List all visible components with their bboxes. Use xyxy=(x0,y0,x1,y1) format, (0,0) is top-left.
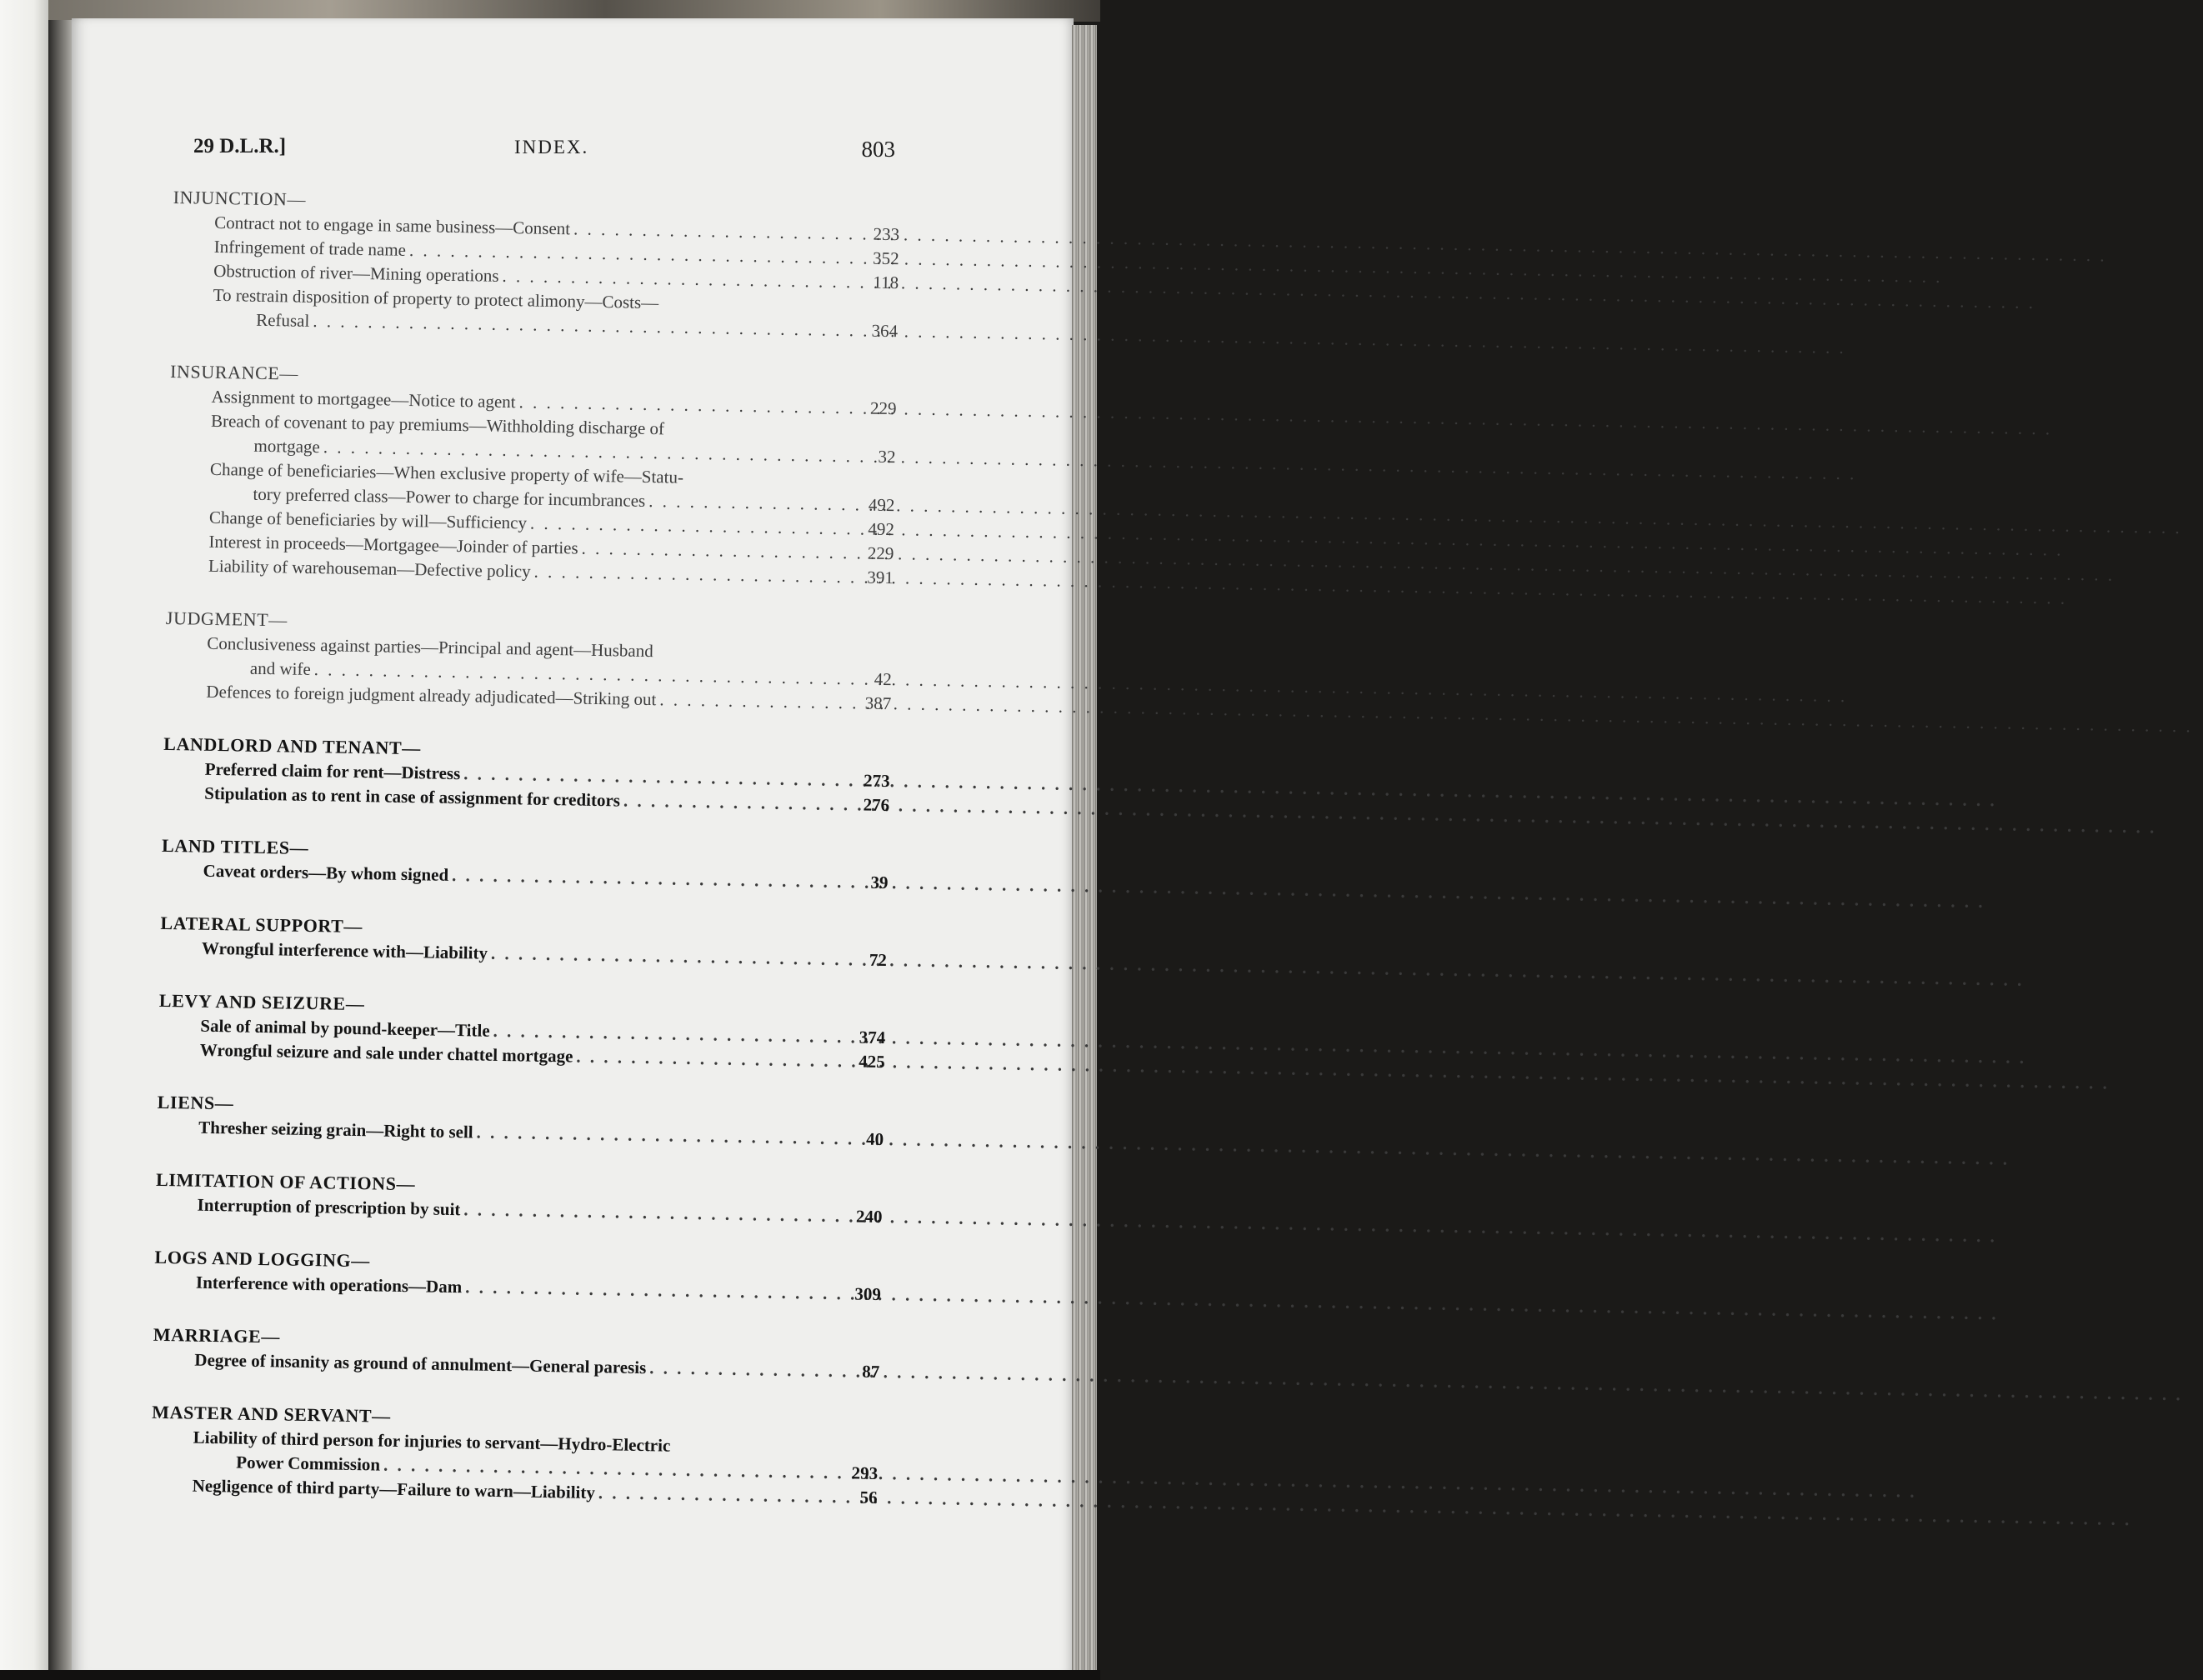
entry-text: Degree of insanity as ground of annulment—General paresis xyxy=(194,1349,647,1378)
dot-leader xyxy=(491,942,844,972)
entry-text: Liability of third person for injuries to servant—Hydro-Electric xyxy=(193,1427,671,1456)
dot-leader xyxy=(623,789,847,818)
entry-text: mortgage xyxy=(253,435,321,458)
entry-text: and wife xyxy=(249,658,311,679)
section-heading: MASTER AND SERVANT— xyxy=(152,1401,391,1427)
entry-page-number: 233 xyxy=(873,223,900,245)
scanned-page xyxy=(0,0,1100,1680)
entry-text: Defences to foreign judgment already adjudicated—Striking out xyxy=(206,681,657,710)
entry-text: Interference with operations—Dam xyxy=(195,1272,463,1298)
entry-page-number: 364 xyxy=(871,320,899,342)
section-heading: LANDLORD AND TENANT— xyxy=(163,732,422,759)
entry-text: Change of beneficiaries by will—Sufficiency xyxy=(208,507,528,533)
entry-page-number: 240 xyxy=(855,1206,883,1228)
running-title: INDEX. xyxy=(514,137,589,158)
section-heading: LIENS— xyxy=(157,1091,234,1114)
index-entries xyxy=(150,185,900,1538)
section-heading: JUDGMENT— xyxy=(165,607,288,631)
entry-page-number: 229 xyxy=(867,542,894,564)
entry-page-number: 56 xyxy=(859,1487,878,1508)
dot-leader xyxy=(649,1356,837,1383)
entry-text: Refusal xyxy=(255,309,310,331)
entry-text: Assignment to mortgagee—Notice to agent xyxy=(211,386,516,412)
entry-page-number: 39 xyxy=(870,872,889,893)
entry-text: Interest in proceeds—Mortgagee—Joinder of parties xyxy=(208,531,578,558)
section-heading: INSURANCE— xyxy=(169,360,299,384)
entry-page-number: 425 xyxy=(859,1051,885,1072)
entry-page-number: 273 xyxy=(863,770,890,792)
index-section xyxy=(171,185,900,343)
index-section xyxy=(154,1245,882,1307)
index-section xyxy=(167,359,897,590)
entry-page-number: 374 xyxy=(859,1027,886,1048)
entry-text: Stipulation as to rent in case of assignment for creditors xyxy=(204,782,621,811)
entry-page-number: 118 xyxy=(873,272,899,293)
entry-text: Thresher seizing grain—Right to sell xyxy=(198,1117,473,1142)
entry-page-number: 32 xyxy=(878,446,896,468)
index-section xyxy=(151,1400,879,1510)
entry-text: Breach of covenant to pay premiums—Withholding discharge of xyxy=(210,410,665,439)
entry-text: Obstruction of river—Mining operations xyxy=(213,260,499,286)
dot-leader xyxy=(576,1045,842,1074)
section-heading: LOGS AND LOGGING— xyxy=(154,1246,371,1272)
entry-text: tory preferred class—Power to charge for incumbrances xyxy=(253,483,646,511)
entry-page-number: 87 xyxy=(862,1361,880,1382)
folio-page-number: 803 xyxy=(861,137,895,162)
index-section xyxy=(153,1322,880,1384)
index-section xyxy=(164,606,893,716)
entry-text: Wrongful seizure and sale under chattel mortgage xyxy=(199,1039,573,1067)
section-heading: LAND TITLES— xyxy=(161,834,309,858)
entry-text: Negligence of third party—Failure to warn—Liability xyxy=(192,1475,596,1503)
index-section xyxy=(163,732,890,818)
entry-page-number: 309 xyxy=(854,1283,882,1305)
book-binding-shadow xyxy=(48,20,73,1674)
entry-page-number: 492 xyxy=(868,494,895,516)
entry-text: Infringement of trade name xyxy=(213,236,407,260)
entry-text: Liability of warehouseman—Defective policy xyxy=(208,555,531,582)
entry-text: Sale of animal by pound-keeper—Title xyxy=(200,1015,490,1041)
running-header xyxy=(193,135,895,165)
entry-text: Change of beneficiaries—When exclusive property of wife—Statu- xyxy=(209,458,684,488)
entry-text: Interruption of prescription by suit xyxy=(197,1194,461,1220)
scan-margin-left xyxy=(0,0,48,1680)
entry-text: Wrongful interference with—Liability xyxy=(201,938,488,963)
entry-page-number: 352 xyxy=(872,248,899,269)
entry-page-number: 387 xyxy=(864,692,892,714)
section-heading: LATERAL SUPPORT— xyxy=(160,912,363,938)
section-heading: LIMITATION OF ACTIONS— xyxy=(155,1168,416,1195)
entry-text: Caveat orders—By whom signed xyxy=(203,860,449,885)
entry-page-number: 72 xyxy=(869,949,888,971)
index-section xyxy=(161,833,889,895)
index-section xyxy=(157,1090,884,1152)
index-section xyxy=(158,988,886,1074)
entry-text: To restrain disposition of property to protect alimony—Costs— xyxy=(213,284,659,313)
entry-page-number: 42 xyxy=(874,668,892,690)
entry-text: Preferred claim for rent—Distress xyxy=(204,758,461,784)
dot-leader xyxy=(476,1121,840,1152)
entry-text: Conclusiveness against parties—Principal and agent—Husband xyxy=(207,632,653,662)
entry-page-number: 276 xyxy=(863,794,890,816)
index-section xyxy=(155,1168,883,1229)
dot-leader xyxy=(598,1481,834,1509)
entry-text: Power Commission xyxy=(236,1452,381,1475)
entry-page-number: 40 xyxy=(865,1128,884,1150)
section-heading: LEVY AND SEIZURE— xyxy=(158,989,365,1015)
entry-page-number: 293 xyxy=(851,1462,879,1483)
dot-leader xyxy=(659,688,848,715)
dot-leader xyxy=(533,560,850,590)
entry-page-number: 391 xyxy=(867,567,894,588)
entry-page-number: 492 xyxy=(868,518,895,540)
index-section xyxy=(160,911,888,972)
section-heading: INJUNCTION— xyxy=(173,186,307,210)
volume-reference: 29 D.L.R.] xyxy=(193,135,287,158)
section-heading: MARRIAGE— xyxy=(153,1323,281,1348)
entry-page-number: 229 xyxy=(869,398,897,419)
scan-bottom-edge xyxy=(0,1670,1100,1680)
entry-text: Contract not to engage in same business—Consent xyxy=(214,212,571,239)
dot-leader xyxy=(648,489,852,517)
